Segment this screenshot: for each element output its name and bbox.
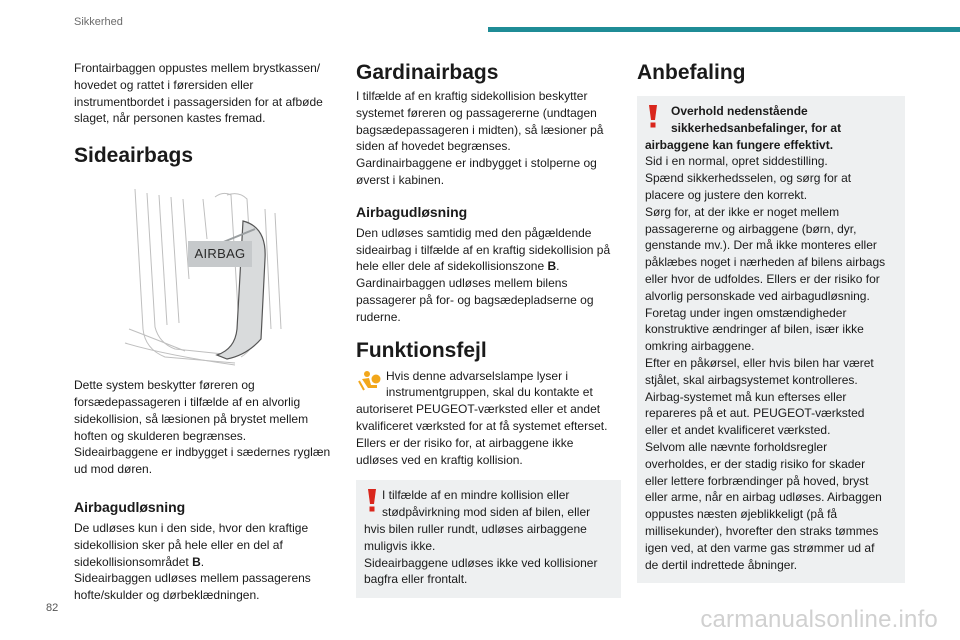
- heading-recommendation: Anbefaling: [637, 61, 746, 84]
- heading-malfunction: Funktionsfejl: [356, 338, 487, 362]
- minor-collision-warning-box: [356, 480, 621, 598]
- minor-collision-rest: hvis bilen ruller rundt, udløses airbaggene muligvis ikke. Sideairbaggene udløses ikke ved kollisioner bagfra eller frontalt.: [364, 521, 598, 587]
- recommendation-bold-line-3: airbaggene kan fungere effektivt.: [645, 137, 834, 152]
- header-accent-bar: [488, 27, 960, 32]
- heading-sideairbags: Sideairbags: [74, 144, 194, 168]
- malfunction-rest: autoriseret PEUGEOT-værksted eller et andet kvalificeret værksted for at få systemet efterset. Ellers er der risiko for, at airbaggene ikke udløses ved en kraftig kollision.: [356, 402, 608, 467]
- minor-collision-line-2: stødpåvirkning mod siden af bilen, eller: [382, 505, 591, 520]
- zone-label: B: [192, 554, 201, 569]
- subheading-deployment-side: Airbagudløsning: [74, 498, 186, 515]
- column-middle: [356, 60, 621, 598]
- recommendation-warning-box: [637, 96, 905, 583]
- zone-label-curtain: B: [547, 259, 557, 274]
- column-left: [74, 60, 336, 604]
- heading-curtain-airbags: Gardinairbags: [356, 61, 499, 84]
- seat-illustration-icon: [115, 179, 295, 369]
- warning-exclamation-icon: [365, 487, 379, 513]
- watermark: carmanualsonline.info: [700, 606, 938, 633]
- subheading-deployment-curtain: Airbagudløsning: [356, 203, 468, 220]
- seat-airbag-illustration: [115, 179, 295, 369]
- malfunction-line-1: Hvis denne advarselslampe lyser i: [386, 368, 569, 383]
- recommendation-bold-line-1: Overhold nedenstående: [671, 104, 808, 118]
- malfunction-section: [356, 368, 621, 469]
- airbag-warning-lamp-icon: [356, 368, 382, 394]
- airbag-label: AIRBAG: [188, 241, 252, 267]
- frontairbag-text: Frontairbaggen oppustes mellem brystkassen/ hovedet og rattet i førersiden eller instrumentbordet i passagersiden for at afbøde slaget, når personen kastes fremad.: [74, 61, 323, 126]
- sideairbag-description: Dette system beskytter føreren og forsædepassageren i tilfælde af en alvorlig sidekollision, så læsionen på brystet mellem hoften og skulderen begrænses. Sideairbaggene er indbygget i sædernes ryglæn ud mod døren.: [74, 378, 331, 477]
- recommendation-text: [645, 103, 897, 573]
- page-number: 82: [46, 602, 59, 614]
- column-right: [637, 60, 905, 583]
- curtain-deployment-text: [356, 225, 621, 326]
- recommendation-body: Sid i en normal, opret siddestilling. Spænd sikkerhedsselen, og sørg for at placere og justere den korrekt. Sørg for, at der ikke er noget mellem passagererne og airbaggene (børn, dyr, genstande mv.). Der må ikke monteres eller påklæbes noget i nærheden af bilens airbags eller hvor de udfoldes. Ellers er der risiko for alvorlig personskade ved airbagudløsning. Foretag under ingen omstændigheder konstruktive ændringer af bilen, især ikke omkring airbaggene. Efter en påkørsel, eller hvis bilen har været stjålet, skal airbagsystemet kontrolleres. Airbag-systemet må kun efterses eller repareres på et aut. PEUGEOT-værksted eller et andet kvalificeret værksted. Selvom alle nævnte forholdsregler overholdes, er der stadig risiko for skader eller lettere forbrændinger på hoved, bryst eller arme, når en airbag udløses. Airbaggen oppustes næsten øjeblikkeligt (på få millisekunder), hvorefter den straks tømmes igen ved, at den varme gas strømmer ud af de dertil indrettede åbninger.: [645, 154, 886, 572]
- side-deployment-text: [74, 520, 336, 604]
- malfunction-line-2: instrumentgruppen, skal du kontakte et: [386, 385, 593, 400]
- malfunction-text: [356, 368, 621, 469]
- minor-collision-line-1: I tilfælde af en mindre kollision eller: [382, 488, 570, 503]
- minor-collision-text: [364, 487, 613, 588]
- side-deployment-text-a: De udløses kun i den side, hvor den kraftige sidekollision sker på hele eller en del af sidekollisionsområdet: [74, 520, 309, 569]
- curtain-deployment-text-a: Den udløses samtidig med den pågældende sideairbag i tilfælde af en kraftig sidekollision på hele eller dele af sidekollisionszone: [356, 225, 611, 274]
- section-title: Sikkerhed: [74, 16, 123, 28]
- side-deployment-text-b: . Sideairbaggen udløses mellem passagerens hofte/skulder og dørbeklædningen.: [74, 554, 311, 603]
- curtain-airbag-description: I tilfælde af en kraftig sidekollision beskytter systemet føreren og passagererne (undtagen bagsædepassageren i midten), så læsioner på siden af hovedet begrænses. Gardinairbaggene er indbygget i stolperne og øverst i kabinen.: [356, 89, 604, 187]
- recommendation-bold-line-2: sikkerhedsanbefalinger, for at: [671, 120, 842, 135]
- curtain-deployment-text-b: . Gardinairbaggen udløses mellem bilens passagerer på for- og bagsædepladserne og ruderne.: [356, 259, 594, 324]
- warning-exclamation-icon: [646, 103, 660, 129]
